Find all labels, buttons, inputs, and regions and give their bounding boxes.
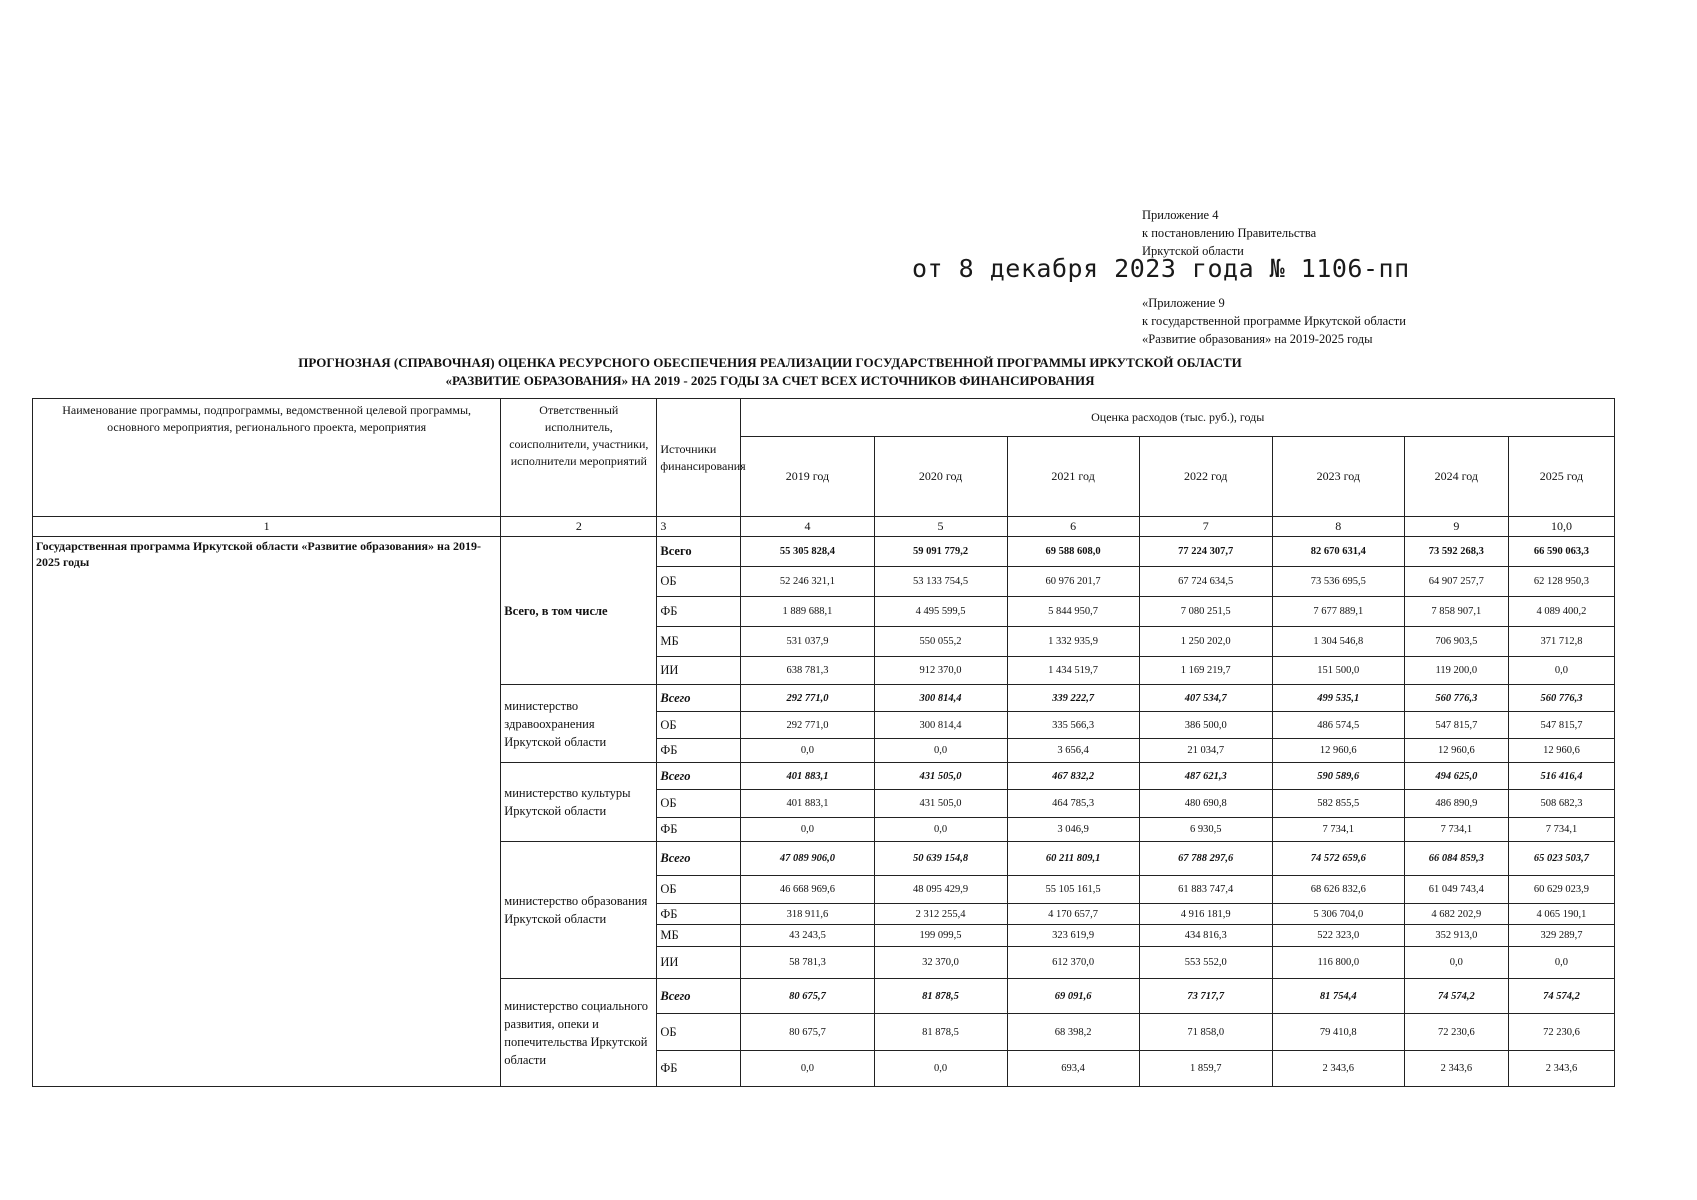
- column-number: 7: [1139, 517, 1272, 537]
- value-cell: 73 717,7: [1139, 979, 1272, 1014]
- header-name: Наименование программы, подпрограммы, ведомственной целевой программы, основного мероприятия, регионального проекта, мероприятия: [33, 399, 501, 517]
- value-cell: 516 416,4: [1508, 763, 1614, 790]
- source-cell: ФБ: [657, 739, 741, 763]
- source-cell: ОБ: [657, 876, 741, 904]
- value-cell: 151 500,0: [1272, 657, 1404, 685]
- value-cell: 547 815,7: [1404, 712, 1508, 739]
- program-appendix-reference: [1142, 294, 1406, 348]
- column-number: 9: [1404, 517, 1508, 537]
- value-cell: 1 889 688,1: [741, 597, 874, 627]
- value-cell: 74 574,2: [1508, 979, 1614, 1014]
- executor-cell: Всего, в том числе: [501, 537, 657, 685]
- value-cell: 67 788 297,6: [1139, 842, 1272, 876]
- column-number: 1: [33, 517, 501, 537]
- document-title: [0, 354, 1540, 390]
- value-cell: 4 916 181,9: [1139, 904, 1272, 925]
- source-cell: Всего: [657, 842, 741, 876]
- value-cell: 1 859,7: [1139, 1051, 1272, 1087]
- value-cell: 329 289,7: [1508, 925, 1614, 947]
- appendix-reference: [1142, 206, 1316, 260]
- appendix-region: Иркутской области: [1142, 244, 1244, 258]
- value-cell: 48 095 429,9: [874, 876, 1007, 904]
- value-cell: 0,0: [1508, 947, 1614, 979]
- value-cell: 0,0: [1508, 657, 1614, 685]
- value-cell: 32 370,0: [874, 947, 1007, 979]
- header-executor: Ответственный исполнитель, соисполнители, участники, исполнители мероприятий: [501, 399, 657, 517]
- source-cell: ФБ: [657, 818, 741, 842]
- value-cell: 73 536 695,5: [1272, 567, 1404, 597]
- header-year: 2023 год: [1272, 437, 1404, 517]
- value-cell: 3 656,4: [1007, 739, 1139, 763]
- value-cell: 79 410,8: [1272, 1014, 1404, 1051]
- value-cell: 81 754,4: [1272, 979, 1404, 1014]
- value-cell: 12 960,6: [1508, 739, 1614, 763]
- value-cell: 71 858,0: [1139, 1014, 1272, 1051]
- column-number: 3: [657, 517, 741, 537]
- value-cell: 5 306 704,0: [1272, 904, 1404, 925]
- source-cell: ФБ: [657, 597, 741, 627]
- value-cell: 6 930,5: [1139, 818, 1272, 842]
- value-cell: 4 495 599,5: [874, 597, 1007, 627]
- value-cell: 494 625,0: [1404, 763, 1508, 790]
- value-cell: 431 505,0: [874, 790, 1007, 818]
- value-cell: 5 844 950,7: [1007, 597, 1139, 627]
- value-cell: 0,0: [874, 818, 1007, 842]
- source-cell: Всего: [657, 685, 741, 712]
- value-cell: 4 170 657,7: [1007, 904, 1139, 925]
- value-cell: 300 814,4: [874, 712, 1007, 739]
- value-cell: 292 771,0: [741, 712, 874, 739]
- source-cell: МБ: [657, 627, 741, 657]
- value-cell: 116 800,0: [1272, 947, 1404, 979]
- value-cell: 68 626 832,6: [1272, 876, 1404, 904]
- value-cell: 486 890,9: [1404, 790, 1508, 818]
- value-cell: 50 639 154,8: [874, 842, 1007, 876]
- value-cell: 547 815,7: [1508, 712, 1614, 739]
- value-cell: 1 434 519,7: [1007, 657, 1139, 685]
- value-cell: 386 500,0: [1139, 712, 1272, 739]
- executor-cell: министерство образования Иркутской области: [501, 842, 657, 979]
- value-cell: 522 323,0: [1272, 925, 1404, 947]
- value-cell: 82 670 631,4: [1272, 537, 1404, 567]
- value-cell: 582 855,5: [1272, 790, 1404, 818]
- executor-cell: министерство культуры Иркутской области: [501, 763, 657, 842]
- value-cell: 464 785,3: [1007, 790, 1139, 818]
- value-cell: 0,0: [741, 1051, 874, 1087]
- value-cell: 67 724 634,5: [1139, 567, 1272, 597]
- value-cell: 119 200,0: [1404, 657, 1508, 685]
- source-cell: ОБ: [657, 1014, 741, 1051]
- value-cell: 693,4: [1007, 1051, 1139, 1087]
- value-cell: 612 370,0: [1007, 947, 1139, 979]
- value-cell: 1 304 546,8: [1272, 627, 1404, 657]
- value-cell: 590 589,6: [1272, 763, 1404, 790]
- value-cell: 4 682 202,9: [1404, 904, 1508, 925]
- value-cell: 0,0: [874, 739, 1007, 763]
- value-cell: 59 091 779,2: [874, 537, 1007, 567]
- header-year: 2021 год: [1007, 437, 1139, 517]
- value-cell: 77 224 307,7: [1139, 537, 1272, 567]
- source-cell: МБ: [657, 925, 741, 947]
- source-cell: ОБ: [657, 567, 741, 597]
- value-cell: 21 034,7: [1139, 739, 1272, 763]
- value-cell: 69 588 608,0: [1007, 537, 1139, 567]
- value-cell: 2 343,6: [1508, 1051, 1614, 1087]
- source-cell: Всего: [657, 763, 741, 790]
- value-cell: 4 065 190,1: [1508, 904, 1614, 925]
- value-cell: 58 781,3: [741, 947, 874, 979]
- value-cell: 407 534,7: [1139, 685, 1272, 712]
- title-line-1: ПРОГНОЗНАЯ (СПРАВОЧНАЯ) ОЦЕНКА РЕСУРСНОГО ОБЕСПЕЧЕНИЯ РЕАЛИЗАЦИИ ГОСУДАРСТВЕННОЙ ПРОГРАММЫ ИРКУТСКОЙ ОБЛАСТИ: [298, 355, 1242, 370]
- value-cell: 81 878,5: [874, 979, 1007, 1014]
- value-cell: 62 128 950,3: [1508, 567, 1614, 597]
- value-cell: 80 675,7: [741, 979, 874, 1014]
- value-cell: 64 907 257,7: [1404, 567, 1508, 597]
- header-year: 2020 год: [874, 437, 1007, 517]
- value-cell: 199 099,5: [874, 925, 1007, 947]
- table-row: [33, 537, 1615, 567]
- header-year: 2024 год: [1404, 437, 1508, 517]
- value-cell: 480 690,8: [1139, 790, 1272, 818]
- value-cell: 66 590 063,3: [1508, 537, 1614, 567]
- source-cell: ФБ: [657, 904, 741, 925]
- value-cell: 7 734,1: [1508, 818, 1614, 842]
- value-cell: 318 911,6: [741, 904, 874, 925]
- source-cell: ИИ: [657, 657, 741, 685]
- value-cell: 65 023 503,7: [1508, 842, 1614, 876]
- value-cell: 74 574,2: [1404, 979, 1508, 1014]
- value-cell: 0,0: [741, 818, 874, 842]
- value-cell: 61 883 747,4: [1139, 876, 1272, 904]
- value-cell: 0,0: [1404, 947, 1508, 979]
- value-cell: 486 574,5: [1272, 712, 1404, 739]
- value-cell: 12 960,6: [1272, 739, 1404, 763]
- value-cell: 55 105 161,5: [1007, 876, 1139, 904]
- source-cell: ОБ: [657, 790, 741, 818]
- value-cell: 434 816,3: [1139, 925, 1272, 947]
- value-cell: 7 080 251,5: [1139, 597, 1272, 627]
- value-cell: 1 332 935,9: [1007, 627, 1139, 657]
- value-cell: 47 089 906,0: [741, 842, 874, 876]
- header-year: 2025 год: [1508, 437, 1614, 517]
- column-number: 6: [1007, 517, 1139, 537]
- decree-date-stamp: от 8 декабря 2023 года № 1106-пп: [912, 254, 1410, 283]
- value-cell: 371 712,8: [1508, 627, 1614, 657]
- value-cell: 706 903,5: [1404, 627, 1508, 657]
- value-cell: 68 398,2: [1007, 1014, 1139, 1051]
- program-name: Государственная программа Иркутской области «Развитие образования» на 2019-2025 годы: [33, 537, 501, 1087]
- value-cell: 638 781,3: [741, 657, 874, 685]
- column-number: 5: [874, 517, 1007, 537]
- source-cell: Всего: [657, 537, 741, 567]
- value-cell: 74 572 659,6: [1272, 842, 1404, 876]
- value-cell: 499 535,1: [1272, 685, 1404, 712]
- value-cell: 401 883,1: [741, 790, 874, 818]
- value-cell: 3 046,9: [1007, 818, 1139, 842]
- value-cell: 431 505,0: [874, 763, 1007, 790]
- column-number: 2: [501, 517, 657, 537]
- source-cell: ОБ: [657, 712, 741, 739]
- value-cell: 560 776,3: [1508, 685, 1614, 712]
- value-cell: 72 230,6: [1404, 1014, 1508, 1051]
- executor-cell: министерство здравоохранения Иркутской области: [501, 685, 657, 763]
- source-cell: ФБ: [657, 1051, 741, 1087]
- value-cell: 52 246 321,1: [741, 567, 874, 597]
- title-line-2: «РАЗВИТИЕ ОБРАЗОВАНИЯ» НА 2019 - 2025 ГОДЫ ЗА СЧЕТ ВСЕХ ИСТОЧНИКОВ ФИНАНСИРОВАНИЯ: [445, 373, 1095, 388]
- source-cell: ИИ: [657, 947, 741, 979]
- program-appendix-number: «Приложение 9: [1142, 296, 1225, 310]
- value-cell: 335 566,3: [1007, 712, 1139, 739]
- program-appendix-period: «Развитие образования» на 2019-2025 годы: [1142, 332, 1373, 346]
- header-year: 2019 год: [741, 437, 874, 517]
- value-cell: 531 037,9: [741, 627, 874, 657]
- value-cell: 55 305 828,4: [741, 537, 874, 567]
- value-cell: 46 668 969,6: [741, 876, 874, 904]
- value-cell: 508 682,3: [1508, 790, 1614, 818]
- appendix-decree: к постановлению Правительства: [1142, 226, 1317, 240]
- value-cell: 43 243,5: [741, 925, 874, 947]
- value-cell: 69 091,6: [1007, 979, 1139, 1014]
- header-year: 2022 год: [1139, 437, 1272, 517]
- value-cell: 72 230,6: [1508, 1014, 1614, 1051]
- value-cell: 912 370,0: [874, 657, 1007, 685]
- value-cell: 401 883,1: [741, 763, 874, 790]
- appendix-number: Приложение 4: [1142, 208, 1219, 222]
- value-cell: 352 913,0: [1404, 925, 1508, 947]
- value-cell: 2 343,6: [1404, 1051, 1508, 1087]
- value-cell: 323 619,9: [1007, 925, 1139, 947]
- executor-cell: министерство социального развития, опеки и попечительства Иркутской области: [501, 979, 657, 1087]
- value-cell: 7 734,1: [1272, 818, 1404, 842]
- value-cell: 73 592 268,3: [1404, 537, 1508, 567]
- value-cell: 2 343,6: [1272, 1051, 1404, 1087]
- value-cell: 60 629 023,9: [1508, 876, 1614, 904]
- value-cell: 1 250 202,0: [1139, 627, 1272, 657]
- header-estimate: Оценка расходов (тыс. руб.), годы: [741, 399, 1615, 437]
- value-cell: 553 552,0: [1139, 947, 1272, 979]
- column-number: 8: [1272, 517, 1404, 537]
- value-cell: 1 169 219,7: [1139, 657, 1272, 685]
- value-cell: 0,0: [741, 739, 874, 763]
- value-cell: 339 222,7: [1007, 685, 1139, 712]
- value-cell: 81 878,5: [874, 1014, 1007, 1051]
- value-cell: 7 858 907,1: [1404, 597, 1508, 627]
- value-cell: 60 976 201,7: [1007, 567, 1139, 597]
- value-cell: 487 621,3: [1139, 763, 1272, 790]
- value-cell: 467 832,2: [1007, 763, 1139, 790]
- value-cell: 7 677 889,1: [1272, 597, 1404, 627]
- value-cell: 560 776,3: [1404, 685, 1508, 712]
- value-cell: 66 084 859,3: [1404, 842, 1508, 876]
- value-cell: 300 814,4: [874, 685, 1007, 712]
- value-cell: 60 211 809,1: [1007, 842, 1139, 876]
- source-cell: Всего: [657, 979, 741, 1014]
- program-appendix-program: к государственной программе Иркутской области: [1142, 314, 1406, 328]
- value-cell: 12 960,6: [1404, 739, 1508, 763]
- resource-table: [32, 398, 1615, 1087]
- value-cell: 7 734,1: [1404, 818, 1508, 842]
- header-source: Источники финансирования: [657, 399, 741, 517]
- value-cell: 292 771,0: [741, 685, 874, 712]
- value-cell: 53 133 754,5: [874, 567, 1007, 597]
- column-number: 4: [741, 517, 874, 537]
- value-cell: 4 089 400,2: [1508, 597, 1614, 627]
- value-cell: 0,0: [874, 1051, 1007, 1087]
- value-cell: 2 312 255,4: [874, 904, 1007, 925]
- value-cell: 61 049 743,4: [1404, 876, 1508, 904]
- value-cell: 80 675,7: [741, 1014, 874, 1051]
- value-cell: 550 055,2: [874, 627, 1007, 657]
- column-number: 10,0: [1508, 517, 1614, 537]
